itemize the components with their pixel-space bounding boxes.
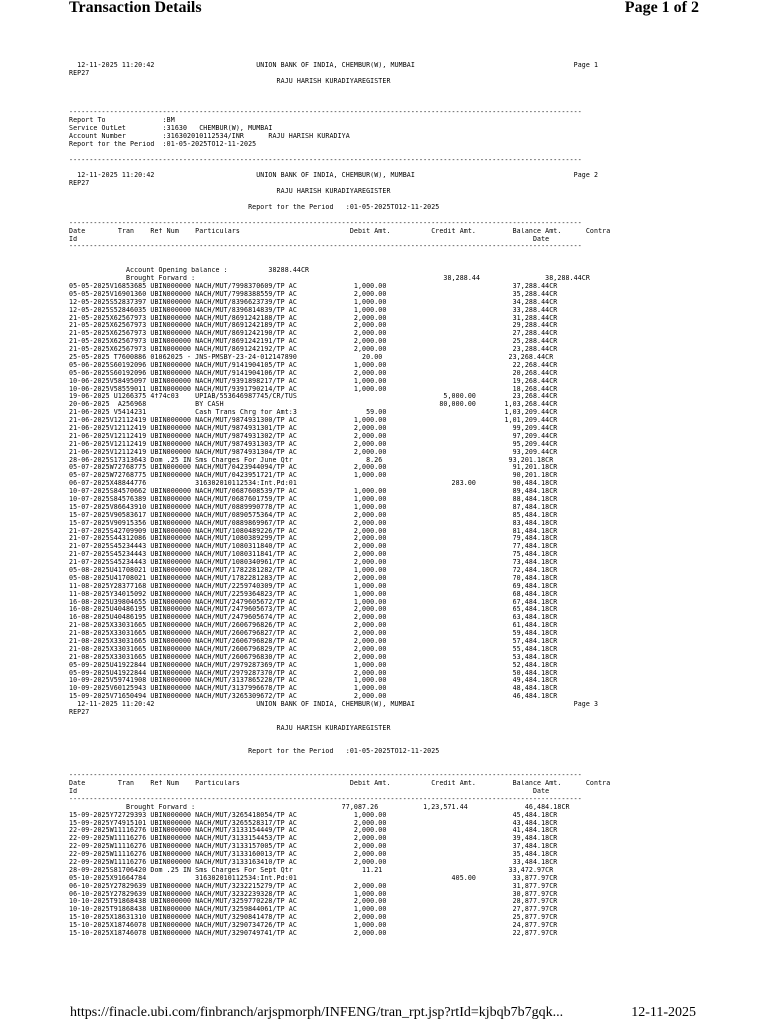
report-line: ------------------------------------------------------------------------------------------------------------------------------	[69, 109, 582, 117]
report-line: 12-11-2025 11:20:42 UNION BANK OF INDIA, CHEMBUR(W), MUMBAI Page 1	[69, 62, 599, 69]
report-line: 21-06-2025 V5414231 Cash Trans Chrg for Amt:3 59.00 1,03,209.44CR	[69, 409, 558, 417]
report-line: 12-05-2025S52837397 UBIN000000 NACH/MUT/8396623739/TP AC 1,000.00 34,288.44CR	[69, 298, 558, 306]
report-line: 11-08-2025Y28377168 UBIN000000 NACH/MUT/2259740309/TP AC 1,000.00 69,484.18CR	[69, 582, 558, 590]
report-line: 16-08-2025U40486195 UBIN000000 NACH/MUT/2479605674/TP AC 2,000.00 63,484.18CR	[69, 614, 558, 622]
report-line	[69, 259, 699, 267]
report-line: 21-05-2025X62567973 UBIN000000 NACH/MUT/8691242188/TP AC 2,000.00 31,288.44CR	[69, 314, 558, 322]
report-line: 21-06-2025V12112419 UBIN000000 NACH/MUT/9874931303/TP AC 2,000.00 95,209.44CR	[69, 440, 558, 448]
report-line: 21-08-2025X33031665 UBIN000000 NACH/MUT/2606796828/TP AC 2,000.00 57,484.18CR	[69, 638, 558, 646]
report-line: 15-09-2025Y72729393 UBIN000000 NACH/MUT/3265418054/TP AC 1,000.00 45,484.18CR	[69, 811, 558, 819]
report-line: 21-07-2025S45234443 UBIN000000 NACH/MUT/1080311840/TP AC 2,000.00 77,484.18CR	[69, 543, 558, 551]
report-line: Service OutLet :31630 CHEMBUR(W), MUMBAI	[69, 125, 273, 133]
report-line: 10-06-2025V58495097 UBIN000000 NACH/MUT/9391898217/TP AC 1,000.00 19,268.44CR	[69, 377, 558, 385]
report-line: 21-05-2025X62567973 UBIN000000 NACH/MUT/8691242191/TP AC 2,000.00 25,288.44CR	[69, 338, 558, 346]
report-line: 22-09-2025W11116276 UBIN000000 NACH/MUT/3133154449/TP AC 2,000.00 41,484.18CR	[69, 827, 558, 835]
report-line	[69, 101, 699, 109]
report-line	[69, 717, 699, 725]
report-line: 28-06-2025S17313643 Dom .25 IN Sms Charges For June Qtr 8.26 93,201.18CR	[69, 456, 554, 464]
report-line: ------------------------------------------------------------------------------------------------------------------------------	[69, 772, 582, 780]
report-line: 12-11-2025 11:20:42 UNION BANK OF INDIA, CHEMBUR(W), MUMBAI Page 2	[69, 172, 599, 180]
report-line	[69, 733, 699, 741]
report-line: Report for the Period :01-05-2025TO12-11-2025	[69, 140, 257, 148]
print-footer-date: 12-11-2025	[631, 1005, 696, 1020]
report-line: 16-08-2025U39804655 UBIN000000 NACH/MUT/2479605672/TP AC 1,000.00 67,484.18CR	[69, 598, 558, 606]
report-line: 10-07-2025S84576389 UBIN000000 NACH/MUT/0687601759/TP AC 1,000.00 88,484.18CR	[69, 495, 558, 503]
print-header-page-number: Page 1 of 2	[624, 0, 699, 16]
report-line	[69, 149, 699, 157]
report-line: 10-09-2025V60125943 UBIN000000 NACH/MUT/3137996678/TP AC 1,000.00 48,484.18CR	[69, 685, 558, 693]
report-line: 22-09-2025W11116276 UBIN000000 NACH/MUT/3133163410/TP AC 2,000.00 33,484.18CR	[69, 858, 558, 866]
report-line: 21-06-2025V12112419 UBIN000000 NACH/MUT/9874931302/TP AC 2,000.00 97,209.44CR	[69, 432, 558, 440]
report-line: 21-06-2025V12112419 UBIN000000 NACH/MUT/9874931300/TP AC 1,000.00 1,01,209.44CR	[69, 417, 558, 425]
report-line: ------------------------------------------------------------------------------------------------------------------------------	[69, 219, 582, 227]
print-header-title: Transaction Details	[69, 0, 202, 16]
report-line: ------------------------------------------------------------------------------------------------------------------------------	[69, 795, 582, 803]
report-line: Date Tran Ref Num Particulars Debit Amt. Credit Amt. Balance Amt. Contra	[69, 227, 611, 235]
report-line: Report To :BM	[69, 117, 175, 125]
report-line: 16-08-2025U40486195 UBIN000000 NACH/MUT/2479605673/TP AC 2,000.00 65,484.18CR	[69, 606, 558, 614]
report-line: 22-09-2025W11116276 UBIN000000 NACH/MUT/3133154453/TP AC 2,000.00 39,484.18CR	[69, 835, 558, 843]
report-line: 15-10-2025X18746078 UBIN000000 NACH/MUT/3290749741/TP AC 2,000.00 22,877.97CR	[69, 929, 558, 937]
report-line: 10-07-2025S84570662 UBIN000000 NACH/MUT/0687608539/TP AC 1,000.00 89,484.18CR	[69, 488, 558, 496]
report-line: 22-09-2025W11116276 UBIN000000 NACH/MUT/3133157005/TP AC 2,000.00 37,484.18CR	[69, 843, 558, 851]
report-line: 19-06-2025 U1266375 4f74c03 UPIAB/553646987745/CR/TUS 5,000.00 23,268.44CR	[69, 393, 558, 401]
report-line: 21-07-2025S45234443 UBIN000000 NACH/MUT/1080311841/TP AC 2,000.00 75,484.18CR	[69, 551, 558, 559]
report-line: 21-07-2025S42709909 UBIN000000 NACH/MUT/1080489226/TP AC 2,000.00 81,484.18CR	[69, 527, 558, 535]
report-line	[69, 86, 699, 94]
report-line: 05-08-2025U41708021 UBIN000000 NACH/MUT/1782281283/TP AC 2,000.00 70,484.18CR	[69, 574, 558, 582]
report-line	[69, 165, 699, 173]
report-line: REP27	[69, 709, 90, 717]
report-line: 21-05-2025X62567973 UBIN000000 NACH/MUT/8691242189/TP AC 2,000.00 29,288.44CR	[69, 322, 558, 330]
report-line: 10-06-2025V58559011 UBIN000000 NACH/MUT/9391790214/TP AC 1,000.00 18,268.44CR	[69, 385, 558, 393]
report-line: 15-10-2025X18746078 UBIN000000 NACH/MUT/3290734726/TP AC 1,000.00 24,877.97CR	[69, 922, 558, 930]
report-line: 05-09-2025U41922844 UBIN000000 NACH/MUT/2979287369/TP AC 1,000.00 52,484.18CR	[69, 661, 558, 669]
report-line: 05-06-2025S60192096 UBIN000000 NACH/MUT/9141904106/TP AC 2,000.00 20,268.44CR	[69, 369, 558, 377]
report-line	[69, 741, 699, 749]
report-line: REP27	[69, 69, 90, 77]
report-line	[69, 212, 699, 220]
report-line: 15-09-2025V71650494 UBIN000000 NACH/MUT/3265309672/TP AC 2,000.00 46,484.18CR	[69, 693, 558, 701]
report-line: 06-10-2025Y27829639 UBIN000000 NACH/MUT/3232239328/TP AC 1,000.00 30,877.97CR	[69, 890, 558, 898]
report-line: ------------------------------------------------------------------------------------------------------------------------------	[69, 243, 582, 251]
report-line: Account Number :316302010112534/INR RAJU HARISH KURADIYA	[69, 133, 350, 141]
report-line: 20-06-2025 A256968 BY CASH 80,000.00 1,03,268.44CR	[69, 401, 558, 409]
bank-statement-report	[69, 62, 699, 938]
report-line: Brought Forward : 38,288.44 38,288.44CR	[69, 275, 590, 283]
report-line: 21-05-2025X62567973 UBIN000000 NACH/MUT/8691242190/TP AC 2,000.00 27,288.44CR	[69, 330, 558, 338]
report-line: 21-07-2025S44312086 UBIN000000 NACH/MUT/1080389299/TP AC 2,000.00 79,484.18CR	[69, 535, 558, 543]
report-line	[69, 196, 699, 204]
report-line: 06-10-2025Y27829639 UBIN000000 NACH/MUT/3232215279/TP AC 2,000.00 31,877.97CR	[69, 882, 558, 890]
report-line: 12-11-2025 11:20:42 UNION BANK OF INDIA, CHEMBUR(W), MUMBAI Page 3	[69, 701, 599, 709]
report-line: 15-09-2025Y74915101 UBIN000000 NACH/MUT/3265528317/TP AC 2,000.00 43,484.18CR	[69, 819, 558, 827]
report-line: 21-06-2025V12112419 UBIN000000 NACH/MUT/9874931301/TP AC 2,000.00 99,209.44CR	[69, 424, 558, 432]
report-line: 21-08-2025X33031665 UBIN000000 NACH/MUT/2606796826/TP AC 2,000.00 61,484.18CR	[69, 622, 558, 630]
report-line	[69, 764, 699, 772]
report-line: 05-05-2025V16853685 UBIN000000 NACH/MUT/7998370609/TP AC 1,000.00 37,288.44CR	[69, 282, 558, 290]
report-line: 05-08-2025U41708021 UBIN000000 NACH/MUT/1782281282/TP AC 1,000.00 72,484.18CR	[69, 567, 558, 574]
report-line: RAJU HARISH KURADIYAREGISTER	[69, 77, 391, 85]
report-line	[69, 94, 699, 102]
report-line: 05-09-2025U41922844 UBIN000000 NACH/MUT/2979287370/TP AC 2,000.00 50,484.18CR	[69, 669, 558, 677]
report-line	[69, 251, 699, 259]
report-line: 06-07-2025X48844776 316302010112534:Int.Pd:01 283.00 90,484.18CR	[69, 480, 558, 488]
report-line: Brought Forward : 77,087.26 1,23,571.44 46,484.18CR	[69, 803, 570, 811]
report-line: 21-08-2025X33031665 UBIN000000 NACH/MUT/2606796829/TP AC 2,000.00 55,484.18CR	[69, 645, 558, 653]
report-line: 21-08-2025X33031665 UBIN000000 NACH/MUT/2606796830/TP AC 2,000.00 53,484.18CR	[69, 653, 558, 661]
report-line: 21-06-2025V12112419 UBIN000000 NACH/MUT/9874931304/TP AC 2,000.00 93,209.44CR	[69, 448, 558, 456]
report-line: 10-10-2025T91868438 UBIN000000 NACH/MUT/3259770228/TP AC 2,000.00 28,877.97CR	[69, 898, 558, 906]
report-line: Date Tran Ref Num Particulars Debit Amt. Credit Amt. Balance Amt. Contra	[69, 780, 611, 788]
report-line	[69, 756, 699, 764]
report-line: 15-10-2025X18631310 UBIN000000 NACH/MUT/3290841478/TP AC 2,000.00 25,877.97CR	[69, 914, 558, 922]
report-line: 05-06-2025S60192096 UBIN000000 NACH/MUT/9141904105/TP AC 1,000.00 22,268.44CR	[69, 361, 558, 369]
report-line: RAJU HARISH KURADIYAREGISTER	[69, 188, 391, 196]
report-line: 05-07-2025W72768775 UBIN000000 NACH/MUT/0423944094/TP AC 2,000.00 91,201.18CR	[69, 464, 558, 472]
report-line: 05-10-2025X91664784 316302010112534:Int.Pd:01 405.00 33,877.97CR	[69, 874, 558, 882]
report-line: 12-05-2025S52846035 UBIN000000 NACH/MUT/8396814839/TP AC 1,000.00 33,288.44CR	[69, 306, 558, 314]
report-line: 11-08-2025Y34015092 UBIN000000 NACH/MUT/2259364823/TP AC 1,000.00 68,484.18CR	[69, 590, 558, 598]
report-line: Report for the Period :01-05-2025TO12-11-2025	[69, 204, 440, 212]
report-line: RAJU HARISH KURADIYAREGISTER	[69, 724, 391, 732]
report-line: 15-07-2025V90583617 UBIN000000 NACH/MUT/0890575364/TP AC 2,000.00 85,484.18CR	[69, 511, 558, 519]
report-line: REP27	[69, 180, 90, 188]
report-line: Account Opening balance : 38288.44CR	[69, 267, 310, 275]
print-footer-url: https://finacle.ubi.com/finbranch/arjspmorph/INFENG/tran_rpt.jsp?rtId=kjbqb7b7gqk...	[70, 1005, 564, 1020]
report-line: ------------------------------------------------------------------------------------------------------------------------------	[69, 156, 582, 164]
report-line: 22-09-2025W11116276 UBIN000000 NACH/MUT/3133160013/TP AC 2,000.00 35,484.18CR	[69, 851, 558, 859]
report-line: 10-10-2025T91868438 UBIN000000 NACH/MUT/3259844061/TP AC 1,000.00 27,877.97CR	[69, 906, 558, 914]
report-line: 05-07-2025W72768775 UBIN000000 NACH/MUT/0423951721/TP AC 1,000.00 90,201.18CR	[69, 472, 558, 480]
report-line: 15-07-2025V86643910 UBIN000000 NACH/MUT/0889990778/TP AC 1,000.00 87,484.18CR	[69, 503, 558, 511]
report-line: Id Date	[69, 235, 550, 243]
report-line: Report for the Period :01-05-2025TO12-11-2025	[69, 748, 440, 756]
report-line: 21-07-2025S45234443 UBIN000000 NACH/MUT/1080340961/TP AC 2,000.00 73,484.18CR	[69, 559, 558, 567]
report-line: 15-07-2025V90915356 UBIN000000 NACH/MUT/0889869967/TP AC 2,000.00 83,484.18CR	[69, 519, 558, 527]
report-line: 28-09-2025S81706420 Dom .25 IN Sms Charges For Sept Qtr 11.21 33,472.97CR	[69, 866, 554, 874]
report-line: 05-05-2025V16901360 UBIN000000 NACH/MUT/7998388559/TP AC 2,000.00 35,288.44CR	[69, 290, 558, 298]
report-line: 21-08-2025X33031665 UBIN000000 NACH/MUT/2606796827/TP AC 2,000.00 59,484.18CR	[69, 630, 558, 638]
report-line: 21-05-2025X62567973 UBIN000000 NACH/MUT/8691242192/TP AC 2,000.00 23,288.44CR	[69, 346, 558, 354]
report-line: 25-05-2025 T7600886 01062025 - JNS-PMSBY-23-24-012147890 20.00 23,268.44CR	[69, 353, 554, 361]
report-line: Id Date	[69, 787, 550, 795]
report-line: 10-09-2025V59741908 UBIN000000 NACH/MUT/3137865228/TP AC 1,000.00 49,484.18CR	[69, 677, 558, 685]
